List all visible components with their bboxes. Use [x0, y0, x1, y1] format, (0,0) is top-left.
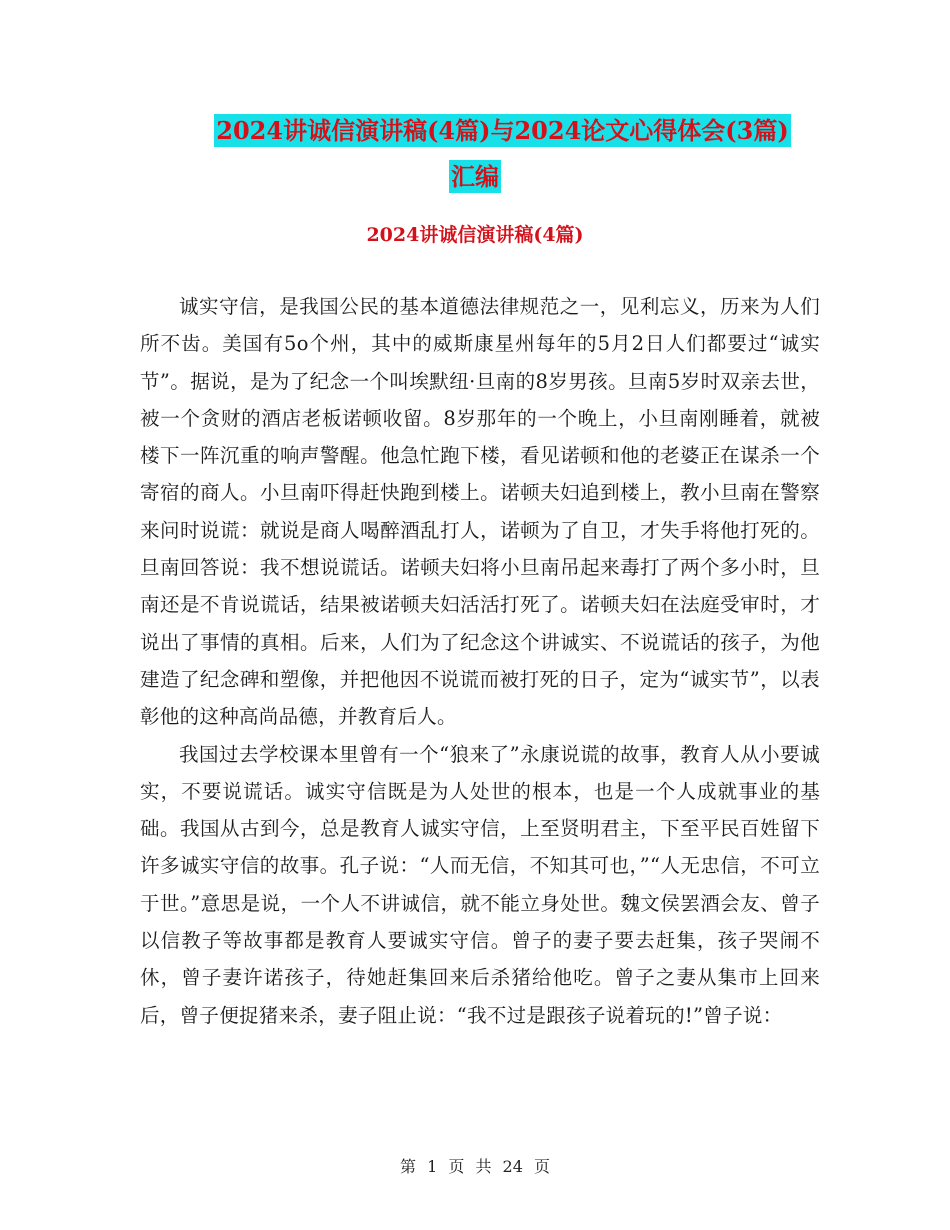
- document-title: [0, 108, 950, 200]
- title-line-1: 2024讲诚信演讲稿(4篇)与2024论文心得体会(3篇): [216, 116, 789, 145]
- title-line-2: 汇编: [451, 162, 499, 191]
- paragraph: 诚实守信，是我国公民的基本道德法律规范之一，见利忘义，历来为人们所不齿。美国有5o个州，其中的威斯康星州每年的5月2日人们都要过“诚实节”。据说，是为了纪念一个叫埃默纽·旦南的8岁男孩。旦南5岁时双亲去世，被一个贪财的酒店老板诺顿收留。8岁那年的一个晚上，小旦南刚睡着，就被楼下一阵沉重的响声警醒。他急忙跑下楼，看见诺顿和他的老婆正在谋杀一个寄宿的商人。小旦南吓得赶快跑到楼上。诺顿夫妇追到楼上，教小旦南在警察来问时说谎：就说是商人喝醉酒乱打人，诺顿为了自卫，才失手将他打死的。旦南回答说：我不想说谎话。诺顿夫妇将小旦南吊起来毒打了两个多小时，旦南还是不肯说谎话，结果被诺顿夫妇活活打死了。诺顿夫妇在法庭受审时，才说出了事情的真相。后来，人们为了纪念这个讲诚实、不说谎话的孩子，为他建造了纪念碑和塑像，并把他因不说谎而被打死的日子，定为“诚实节”，以表彰他的这种高尚品德，并教育后人。: [140, 295, 820, 729]
- paragraph: 我国过去学校课本里曾有一个“狼来了”永康说谎的故事，教育人从小要诚实，不要说谎话。诚实守信既是为人处世的根本，也是一个人成就事业的基础。我国从古到今，总是教育人诚实守信，上至贤明君主，下至平民百姓留下许多诚实守信的故事。孔子说：“人而无信，不知其可也，”“人无忠信，不可立于世。”意思是说，一个人不讲诚信，就不能立身处世。魏文侯罢酒会友、曾子以信教子等故事都是教育人要诚实守信。曾子的妻子要去赶集，孩子哭闹不休，曾子妻许诺孩子，待她赶集回来后杀猪给他吃。曾子之妻从集市上回来后，曾子便捉猪来杀，妻子阻止说：“我不过是跟孩子说着玩的!”曾子说：: [140, 742, 820, 1027]
- body-text: [140, 288, 820, 1034]
- section-title: 2024讲诚信演讲稿(4篇): [366, 224, 584, 246]
- page-footer: 第 1 页 共 24 页: [400, 1157, 550, 1176]
